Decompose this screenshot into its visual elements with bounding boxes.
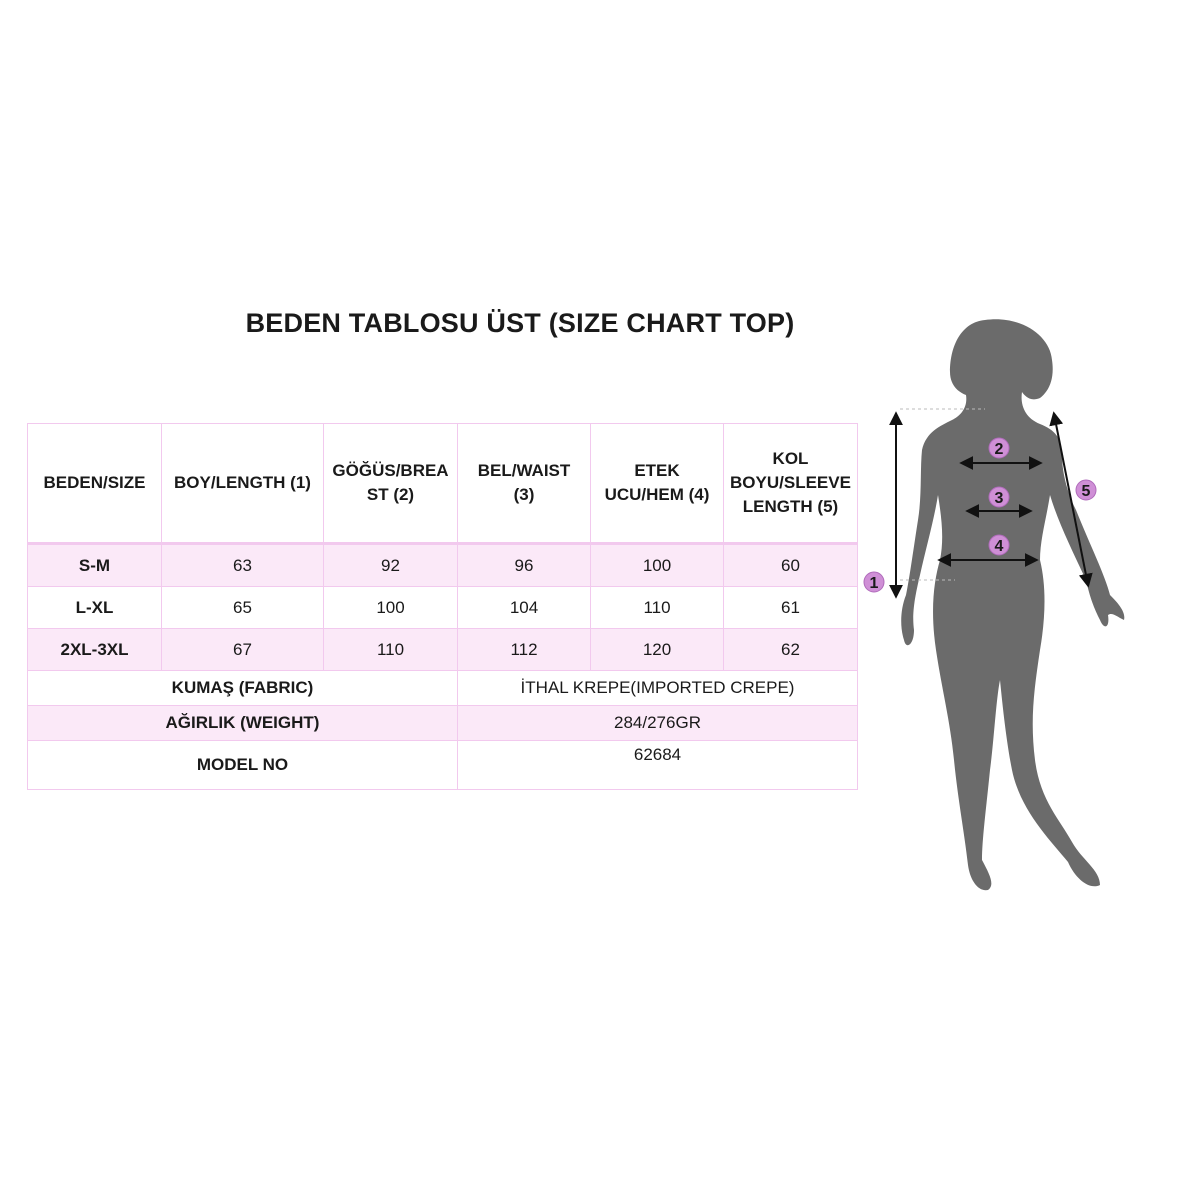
- header-breast: GÖĞÜS/BREA ST (2): [324, 424, 458, 544]
- sleeve-cell: 60: [724, 544, 858, 587]
- header-hem: ETEK UCU/HEM (4): [591, 424, 724, 544]
- table-row: [28, 544, 858, 587]
- header-waist: BEL/WAIST (3): [458, 424, 591, 544]
- fabric-label: KUMAŞ (FABRIC): [28, 671, 458, 706]
- header-length: BOY/LENGTH (1): [162, 424, 324, 544]
- table-row: [28, 587, 858, 629]
- size-cell: S-M: [28, 544, 162, 587]
- length-cell: 67: [162, 629, 324, 671]
- size-chart-table: [27, 423, 858, 790]
- header-sleeve: KOL BOYU/SLEEVE LENGTH (5): [724, 424, 858, 544]
- length-cell: 63: [162, 544, 324, 587]
- waist-cell: 112: [458, 629, 591, 671]
- weight-row: [28, 706, 858, 741]
- hem-cell: 100: [591, 544, 724, 587]
- page-title: BEDEN TABLOSU ÜST (SIZE CHART TOP): [245, 308, 795, 338]
- waist-cell: 96: [458, 544, 591, 587]
- model-row: [28, 741, 858, 790]
- svg-text:3: 3: [994, 490, 1004, 507]
- marker-4: [989, 535, 1009, 555]
- header-size: BEDEN/SIZE: [28, 424, 162, 544]
- fabric-row: [28, 671, 858, 706]
- breast-cell: 100: [324, 587, 458, 629]
- table-header-row: [28, 424, 858, 544]
- fabric-value: İTHAL KREPE(IMPORTED CREPE): [458, 671, 858, 706]
- sleeve-cell: 61: [724, 587, 858, 629]
- length-cell: 65: [162, 587, 324, 629]
- weight-label: AĞIRLIK (WEIGHT): [28, 706, 458, 741]
- model-label: MODEL NO: [28, 741, 458, 790]
- marker-5: [1076, 480, 1096, 500]
- model-value: 62684: [458, 741, 858, 790]
- svg-text:1: 1: [869, 575, 879, 592]
- svg-text:2: 2: [994, 441, 1004, 458]
- hem-cell: 110: [591, 587, 724, 629]
- body-measurement-figure: [850, 300, 1150, 900]
- weight-value: 284/276GR: [458, 706, 858, 741]
- marker-3: [989, 487, 1009, 507]
- table-row: [28, 629, 858, 671]
- hem-cell: 120: [591, 629, 724, 671]
- waist-cell: 104: [458, 587, 591, 629]
- marker-1: [864, 572, 884, 592]
- size-cell: 2XL-3XL: [28, 629, 162, 671]
- silhouette: [901, 319, 1124, 890]
- marker-2: [989, 438, 1009, 458]
- svg-text:5: 5: [1081, 483, 1091, 500]
- svg-text:4: 4: [994, 538, 1004, 555]
- breast-cell: 110: [324, 629, 458, 671]
- size-cell: L-XL: [28, 587, 162, 629]
- sleeve-cell: 62: [724, 629, 858, 671]
- breast-cell: 92: [324, 544, 458, 587]
